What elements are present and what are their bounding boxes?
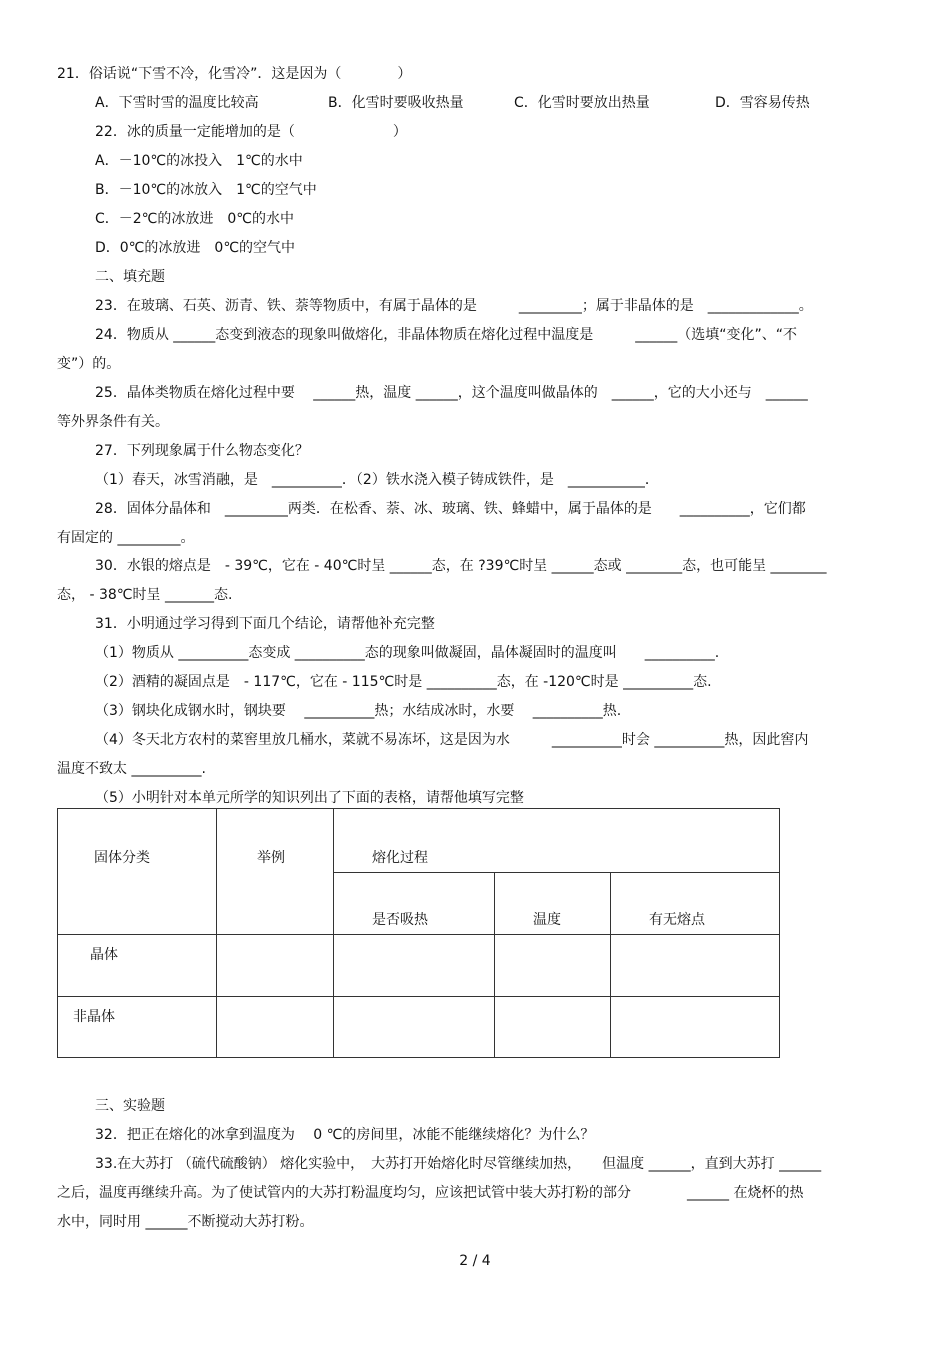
question-27-items: （1）春天，冰雪消融，是 __________．（2）铁水浇入模子铸成铁件，是 ___________． [95,472,659,488]
question-22-option-d: D．0℃的冰放进 0℃的空气中 [95,240,296,256]
question-21-options [95,94,810,112]
cell-noncrystal-absorb [334,997,495,1058]
question-22: 22．冰的质量一定能增加的是（ ） [95,124,407,140]
header-example: 举例 [217,809,334,935]
header-solid-class: 固体分类 [58,809,217,935]
question-31-item-4-cont: 温度不致太 __________. [57,761,206,777]
question-31-item-2: （2）酒精的凝固点是 - 117℃，它在 - 115℃时是 __________态，在 -120℃时是 __________态. [95,674,712,690]
question-28: 28．固体分晶体和 _________两类．在松香、萘、冰、玻璃、铁、蜂蜡中，属于晶体的是 __________，它们都 [95,501,806,517]
question-28-cont: 有固定的 _________。 [57,530,195,546]
option-c: C．化雪时要放出热量 [514,95,650,111]
section-experiment: 三、实验题 [95,1098,165,1114]
cell-noncrystal-point [611,997,780,1058]
question-31-item-4: （4）冬天北方农村的菜窖里放几桶水，菜就不易冻坏，这是因为水 __________时会 __________热，因此窖内 [95,732,809,748]
question-22-option-b: B．－10℃的冰放入 1℃的空气中 [95,182,317,198]
header-melting-process: 熔化过程 [334,809,780,873]
section-fill-in: 二、填充题 [95,269,165,285]
question-25: 25．晶体类物质在熔化过程中要 ______热，温度 ______，这个温度叫做晶体的 ______，它的大小还与 ______ [95,385,808,401]
subheader-melting-point: 有无熔点 [611,873,780,935]
question-23: 23．在玻璃、石英、沥青、铁、萘等物质中，有属于晶体的是 _________；属于非晶体的是 _____________。 [95,298,813,314]
option-b: B．化雪时要吸收热量 [328,95,464,111]
question-21: 21．俗话说“下雪不冷，化雪冷”．这是因为（ ） [57,66,412,82]
question-24-cont: 变”）的。 [57,356,121,372]
subheader-temperature: 温度 [495,873,611,935]
question-22-option-c: C．－2℃的冰放进 0℃的水中 [95,211,295,227]
page-number: 2 / 4 [459,1253,491,1269]
question-31-item-3: （3）钢块化成钢水时，钢块要 __________热；水结成冰时，水要 __________热. [95,703,622,719]
row-noncrystal-label: 非晶体 [58,997,217,1058]
question-31-item-5: （5）小明针对本单元所学的知识列出了下面的表格，请帮他填写完整 [95,790,524,806]
question-33: 33.在大苏打 （硫代硫酸钠） 熔化实验中， 大苏打开始熔化时尽管继续加热， 但温度 ______，直到大苏打 ______ [95,1156,822,1172]
option-d: D．雪容易传热 [715,95,810,111]
question-32: 32．把正在熔化的冰拿到温度为 0 ℃的房间里，冰能不能继续熔化？为什么？ [95,1127,595,1143]
cell-crystal-absorb [334,935,495,997]
question-24: 24．物质从 ______态变到液态的现象叫做熔化，非晶体物质在熔化过程中温度是 ______（选填“变化”、“不 [95,327,798,343]
cell-crystal-example [217,935,334,997]
question-25-cont: 等外界条件有关。 [57,414,169,430]
question-33-cont-1: 之后，温度再继续升高。为了使试管内的大苏打粉温度均匀，应该把试管中装大苏打粉的部分 ______ 在烧杯的热 [57,1185,804,1201]
cell-noncrystal-example [217,997,334,1058]
cell-crystal-temp [495,935,611,997]
question-31: 31．小明通过学习得到下面几个结论，请帮他补充完整 [95,616,435,632]
question-27: 27．下列现象属于什么物态变化？ [95,443,309,459]
question-31-item-1: （1）物质从 __________态变成 __________态的现象叫做凝固，晶体凝固时的温度叫 __________. [95,645,720,661]
row-crystal-label: 晶体 [58,935,217,997]
question-22-option-a: A．－10℃的冰投入 1℃的水中 [95,153,303,169]
question-30-cont: 态， - 38℃时呈 _______态. [57,587,233,603]
question-33-cont-2: 水中，同时用 ______不断搅动大苏打粉。 [57,1214,314,1230]
subheader-absorb-heat: 是否吸热 [334,873,495,935]
cell-crystal-point [611,935,780,997]
option-a: A．下雪时雪的温度比较高 [95,95,259,111]
solid-classification-table [57,808,780,1058]
cell-noncrystal-temp [495,997,611,1058]
question-30: 30．水银的熔点是 - 39℃，它在 - 40℃时呈 ______态，在 ?39℃时呈 ______态或 ________态，也可能呈 ________ [95,558,827,574]
